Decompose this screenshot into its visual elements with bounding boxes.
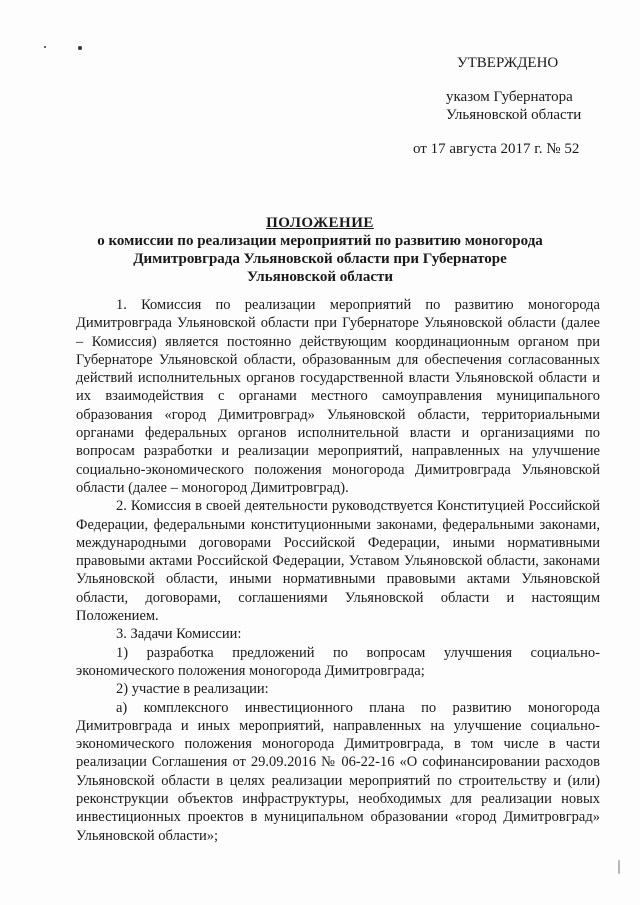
- document-title: [60, 214, 580, 286]
- title-line-1: о комиссии по реализации мероприятий по развитию моногорода: [97, 233, 543, 249]
- document-body: [76, 296, 600, 845]
- decree-line-1: указом Губернатора: [446, 89, 573, 105]
- paragraph-2: 2. Комиссия в своей деятельности руководствуется Конституцией Российской Федерации, федеральными конституционными законами, федеральными законами, международными договорами Российской Федерации, иными нормативными правовыми актами Российской Федерации, Уставом Ульяновской области, законами Ульяновской области, иными нормативными правовыми актами Ульяновской области, договорами, соглашениями Ульяновской области и настоящим Положением.: [76, 498, 600, 625]
- decree-date: от 17 августа 2017 г. № 52: [413, 141, 580, 157]
- title-line-3: Ульяновской области: [246, 269, 394, 285]
- title-main: ПОЛОЖЕНИЕ: [266, 215, 374, 231]
- title-line-2: Димитровграда Ульяновской области при Губернаторе: [133, 251, 507, 267]
- approval-stamp: УТВЕРЖДЕНО: [457, 55, 559, 71]
- decree-line-2: Ульяновской области: [446, 107, 582, 123]
- scan-speck: [44, 46, 46, 48]
- scan-speck: [78, 46, 82, 50]
- scan-speck: [618, 860, 620, 874]
- paragraph-4: 1) разработка предложений по вопросам улучшения социально-экономического положения моногорода Димитровграда;: [76, 644, 600, 679]
- paragraph-5: 2) участие в реализации:: [116, 681, 269, 698]
- paragraph-1: 1. Комиссия по реализации мероприятий по развитию моногорода Димитровграда Ульяновской области при Губернаторе Ульяновской области (далее – Комиссия) является постоянно действующим координационным органом при Губернаторе Ульяновской области, образованным для обеспечения согласованных действий исполнительных органов государственной власти Ульяновской области и их взаимодействия с органами местного самоуправления муниципального образования «город Димитровград» Ульяновской области, территориальными органами федеральных органов исполнительной власти и организациями по вопросам разработки и реализации мероприятий, направленных на улучшение социально-экономического положения моногорода Димитровграда Ульяновской области (далее – моногород Димитровград).: [76, 297, 600, 496]
- paragraph-3: 3. Задачи Комиссии:: [116, 626, 242, 643]
- paragraph-6: а) комплексного инвестиционного плана по развитию моногорода Димитровграда и иных мероприятий, направленных на улучшение социально-экономического положения моногорода Димитровграда, в том числе в части реализации Соглашения от 29.09.2016 № 06-22-16 «О софинансировании расходов Ульяновской области в целях реализации мероприятий по строительству и (или) реконструкции объектов инфраструктуры, необходимых для реализации новых инвестиционных проектов в муниципальном образовании «город Димитровград» Ульяновской области»;: [76, 699, 600, 844]
